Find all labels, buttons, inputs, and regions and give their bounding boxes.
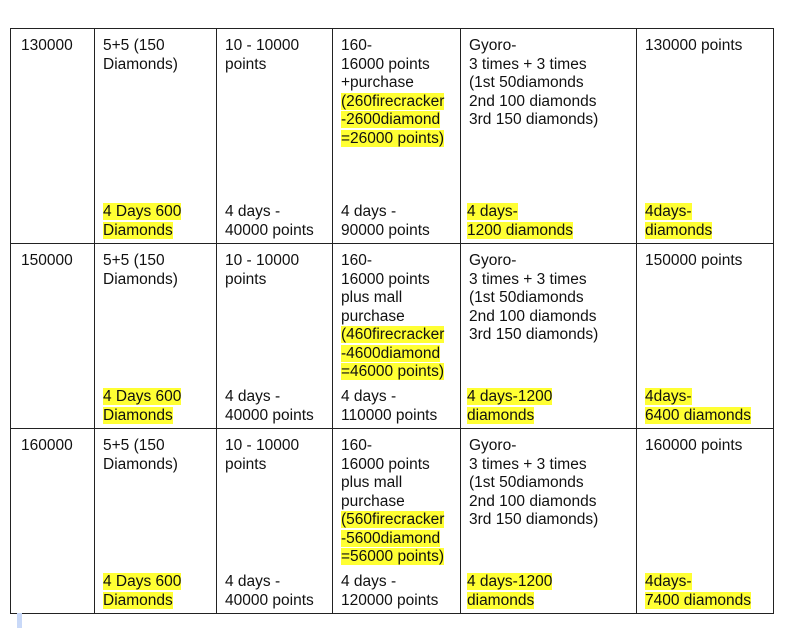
cell-text: 5+5 (150 Diamonds): [103, 437, 178, 473]
cell-bottom-text: [103, 388, 181, 425]
reward-summary-text: 4 days - 90000 points: [341, 203, 430, 239]
cell-bottom-text: [341, 388, 437, 425]
cell-bottom-text: [645, 388, 751, 425]
cell-text: 160000: [21, 437, 73, 454]
cell-top-text: [333, 29, 460, 148]
highlighted-text: (460firecracker -4600diamond =46000 points): [341, 326, 445, 380]
cell-firecracker-purchase: [333, 244, 461, 429]
cell-gyoro-rewards: [461, 429, 637, 614]
cell-text: 160000 points: [645, 437, 743, 454]
cell-top-text: [11, 244, 94, 271]
rewards-table: [10, 28, 774, 614]
cell-tier-points: [11, 244, 95, 429]
table-row: [11, 244, 774, 429]
cell-top-text: [333, 429, 460, 567]
cell-bottom-text: [225, 573, 314, 610]
cell-text: 160- 16000 points plus mall purchase: [341, 252, 430, 325]
cell-total-points: [637, 429, 774, 614]
cell-top-text: [217, 244, 332, 289]
cell-top-text: [217, 29, 332, 74]
cell-top-text: [95, 29, 216, 74]
cell-total-points: [637, 244, 774, 429]
cell-text: 10 - 10000 points: [225, 252, 300, 288]
table-row: [11, 429, 774, 614]
cell-points-range: [217, 429, 333, 614]
cell-text: Gyoro- 3 times + 3 times (1st 50diamonds 2nd 100 diamonds 3rd 150 diamonds): [469, 437, 599, 528]
cell-top-text: [461, 244, 636, 345]
cell-text: 160- 16000 points +purchase: [341, 37, 430, 91]
highlighted-text: (260firecracker -2600diamond =26000 points): [341, 92, 445, 147]
cell-diamond-purchase: [95, 429, 217, 614]
cell-text: 10 - 10000 points: [225, 437, 300, 473]
cell-diamond-purchase: [95, 29, 217, 244]
cell-text: Gyoro- 3 times + 3 times (1st 50diamonds 2nd 100 diamonds 3rd 150 diamonds): [469, 37, 599, 128]
cell-top-text: [95, 429, 216, 474]
cell-text: Gyoro- 3 times + 3 times (1st 50diamonds 2nd 100 diamonds 3rd 150 diamonds): [469, 252, 599, 343]
reward-summary-text: 4 days - 40000 points: [225, 388, 314, 424]
cell-points-range: [217, 29, 333, 244]
highlighted-text: (560firecracker -5600diamond =56000 points): [341, 511, 445, 565]
cell-text: 150000 points: [645, 252, 743, 269]
reward-summary-text: 4days- 6400 diamonds: [645, 388, 751, 424]
cell-top-text: [11, 429, 94, 456]
cell-tier-points: [11, 29, 95, 244]
reward-summary-text: 4 Days 600 Diamonds: [103, 388, 182, 424]
cell-text: 5+5 (150 Diamonds): [103, 37, 178, 73]
cell-bottom-text: [225, 388, 314, 425]
reward-summary-text: 4 days - 40000 points: [225, 573, 314, 609]
cell-tier-points: [11, 429, 95, 614]
cell-gyoro-rewards: [461, 29, 637, 244]
cell-bottom-text: [225, 203, 314, 240]
cell-total-points: [637, 29, 774, 244]
cell-bottom-text: [467, 573, 552, 610]
cell-text: 10 - 10000 points: [225, 37, 300, 73]
cell-top-text: [637, 29, 773, 56]
reward-summary-text: 4 Days 600 Diamonds: [103, 203, 182, 239]
reward-summary-text: 4days- 7400 diamonds: [645, 573, 751, 609]
text-cursor: [17, 613, 22, 628]
cell-points-range: [217, 244, 333, 429]
reward-summary-text: 4 days-1200 diamonds: [467, 573, 553, 609]
cell-bottom-text: [467, 388, 552, 425]
reward-summary-text: 4 Days 600 Diamonds: [103, 573, 182, 609]
cell-text: 5+5 (150 Diamonds): [103, 252, 178, 288]
reward-summary-text: 4 days-1200 diamonds: [467, 388, 553, 424]
reward-summary-text: 4days- diamonds: [645, 203, 713, 239]
cell-text: 130000 points: [645, 37, 743, 54]
cell-bottom-text: [103, 573, 181, 610]
reward-summary-text: 4 days - 40000 points: [225, 203, 314, 239]
table-row: [11, 29, 774, 244]
cell-top-text: [461, 29, 636, 130]
cell-firecracker-purchase: [333, 429, 461, 614]
cell-text: 150000: [21, 252, 73, 269]
cell-top-text: [637, 244, 773, 271]
cell-top-text: [637, 429, 773, 456]
cell-top-text: [11, 29, 94, 56]
cell-top-text: [333, 244, 460, 382]
cell-bottom-text: [341, 573, 438, 610]
cell-text: 130000: [21, 37, 73, 54]
cell-top-text: [95, 244, 216, 289]
cell-bottom-text: [341, 203, 430, 240]
reward-summary-text: 4 days - 120000 points: [341, 573, 439, 609]
cell-gyoro-rewards: [461, 244, 637, 429]
cell-bottom-text: [103, 203, 181, 240]
cell-top-text: [461, 429, 636, 530]
cell-diamond-purchase: [95, 244, 217, 429]
reward-summary-text: 4 days- 1200 diamonds: [467, 203, 573, 239]
cell-top-text: [217, 429, 332, 474]
cell-text: 160- 16000 points plus mall purchase: [341, 437, 430, 510]
cell-firecracker-purchase: [333, 29, 461, 244]
cell-bottom-text: [645, 573, 751, 610]
cell-bottom-text: [467, 203, 573, 240]
reward-summary-text: 4 days - 110000 points: [341, 388, 438, 424]
cell-bottom-text: [645, 203, 712, 240]
